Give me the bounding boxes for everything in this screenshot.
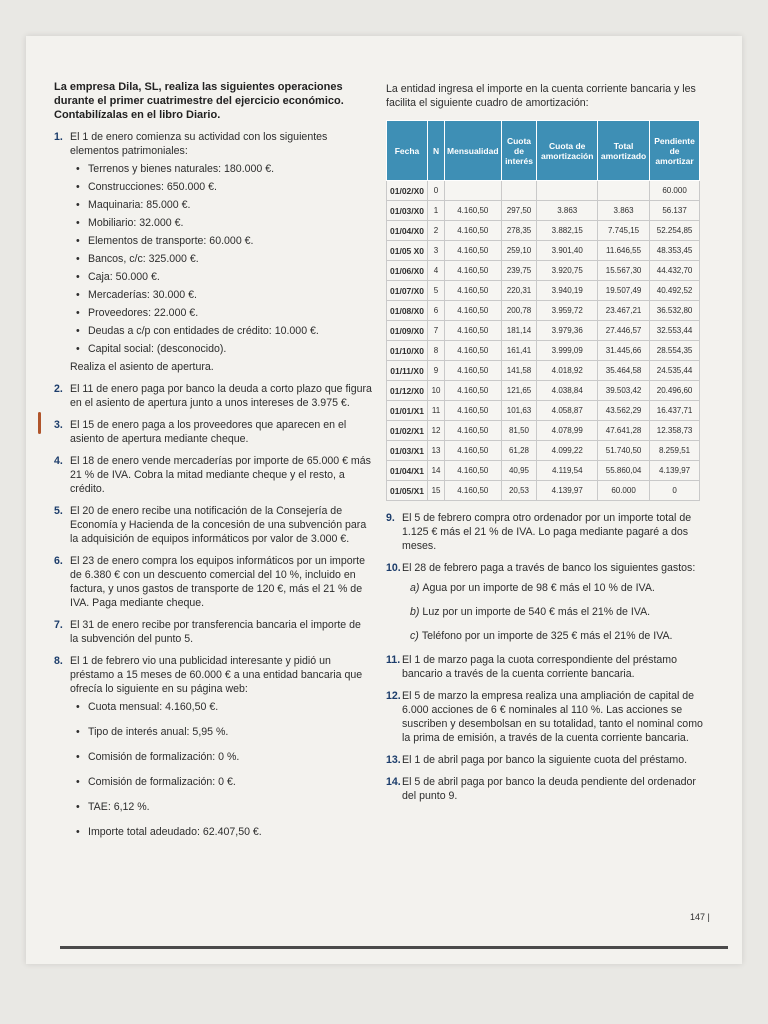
table-cell: 01/06/X0 (387, 261, 428, 281)
exercise-item (386, 653, 708, 681)
item-number: 9. (386, 512, 395, 524)
bullet-item (76, 162, 372, 176)
table-cell: 35.464,58 (598, 361, 650, 381)
bullet-text: Maquinaria: 85.000 €. (88, 199, 191, 211)
table-cell (537, 181, 598, 201)
bullet-dot: • (76, 163, 80, 175)
table-cell: 01/05/X1 (387, 481, 428, 501)
sub-letter: a) (410, 582, 420, 594)
table-row (387, 181, 700, 201)
table-cell: 01/11/X0 (387, 361, 428, 381)
table-row (387, 461, 700, 481)
exercise-item (54, 454, 372, 496)
table-cell: 101,63 (501, 401, 537, 421)
table-header-cell: Total amortizado (598, 121, 650, 181)
table-cell: 3.920,75 (537, 261, 598, 281)
table-cell: 01/03/X1 (387, 441, 428, 461)
item-number: 3. (54, 419, 63, 431)
exercise-item (54, 654, 372, 839)
table-row (387, 481, 700, 501)
table-cell (501, 181, 537, 201)
table-cell: 200,78 (501, 301, 537, 321)
table-cell: 40,95 (501, 461, 537, 481)
table-cell: 4.160,50 (445, 221, 501, 241)
bullet-item (76, 775, 372, 789)
table-cell: 0 (428, 181, 445, 201)
bullet-text: Cuota mensual: 4.160,50 €. (88, 701, 219, 713)
bullet-text: Comisión de formalización: 0 %. (88, 751, 240, 763)
sub-text: Teléfono por un importe de 325 € más el 21% de IVA. (421, 630, 673, 642)
bullet-dot: • (76, 235, 80, 247)
table-cell: 4 (428, 261, 445, 281)
page-bottom-rule (60, 946, 728, 949)
bullet-item (76, 750, 372, 764)
bullet-text: Terrenos y bienes naturales: 180.000 €. (88, 163, 275, 175)
item-number: 11. (386, 654, 401, 666)
bullet-dot: • (76, 701, 80, 713)
table-cell: 01/04/X0 (387, 221, 428, 241)
bullet-dot: • (76, 217, 80, 229)
sub-item (410, 581, 708, 595)
bullet-dot: • (76, 826, 80, 838)
table-cell (598, 181, 650, 201)
item-text: El 11 de enero paga por banco la deuda a corto plazo que figura en el asiento de apertura junto a unos intereses de 3.975 €. (70, 383, 372, 409)
table-cell: 3.959,72 (537, 301, 598, 321)
item-text: El 1 de febrero vio una publicidad interesante y pidió un préstamo a 15 meses de 60.000 € a una entidad bancaria que ofrecía lo siguiente en su página web: (70, 655, 363, 695)
bullet-item (76, 252, 372, 266)
item-text: El 5 de febrero compra otro ordenador por un importe total de 1.125 € más el 21 % de IVA. Lo paga mediante pagaré a dos meses. (402, 512, 692, 552)
table-cell: 52.254,85 (650, 221, 700, 241)
bullet-text: Caja: 50.000 €. (88, 271, 160, 283)
table-header-cell: Pendiente de amortizar (650, 121, 700, 181)
table-cell: 51.740,50 (598, 441, 650, 461)
item-text: El 5 de marzo la empresa realiza una ampliación de capital de 6.000 acciones de 6 € nominales al 110 %. Las acciones se suscriben y desembolsan en su totalidad, tanto el nominal como la prima de emisión, a través de la cuenta corriente bancaria. (402, 690, 703, 744)
item-text: El 28 de febrero paga a través de banco los siguientes gastos: (402, 562, 696, 574)
table-cell: 11 (428, 401, 445, 421)
table-cell: 01/10/X0 (387, 341, 428, 361)
item-text: El 1 de enero comienza su actividad con los siguientes elementos patrimoniales: (70, 131, 328, 157)
table-cell: 3.999,09 (537, 341, 598, 361)
table-cell: 55.860,04 (598, 461, 650, 481)
sub-letter: c) (410, 630, 419, 642)
table-cell: 60.000 (650, 181, 700, 201)
bullet-item (76, 825, 372, 839)
exercise-item (54, 130, 372, 374)
bullet-list (70, 162, 372, 356)
table-cell: 4.018,92 (537, 361, 598, 381)
table-cell: 01/02/X1 (387, 421, 428, 441)
table-cell: 4.099,22 (537, 441, 598, 461)
table-row (387, 421, 700, 441)
table-cell: 4.160,50 (445, 361, 501, 381)
table-cell: 10 (428, 381, 445, 401)
table-header-cell: N (428, 121, 445, 181)
page-number: 147 | (690, 912, 710, 922)
table-cell: 81,50 (501, 421, 537, 441)
table-cell: 3.940,19 (537, 281, 598, 301)
table-cell: 60.000 (598, 481, 650, 501)
bullet-item (76, 270, 372, 284)
table-cell: 4.078,99 (537, 421, 598, 441)
table-row (387, 201, 700, 221)
table-cell: 278,35 (501, 221, 537, 241)
table-cell: 01/09/X0 (387, 321, 428, 341)
table-cell: 7 (428, 321, 445, 341)
bullet-text: Construcciones: 650.000 €. (88, 181, 217, 193)
table-cell (445, 181, 501, 201)
bullet-item (76, 234, 372, 248)
item-text: El 5 de abril paga por banco la deuda pendiente del ordenador del punto 9. (402, 776, 696, 802)
table-cell: 20,53 (501, 481, 537, 501)
table-row (387, 301, 700, 321)
table-cell: 4.160,50 (445, 321, 501, 341)
table-row (387, 341, 700, 361)
item-after-text: Realiza el asiento de apertura. (70, 361, 214, 373)
table-cell: 43.562,29 (598, 401, 650, 421)
sub-text: Agua por un importe de 98 € más el 10 % de IVA. (422, 582, 655, 594)
table-cell: 4.139,97 (650, 461, 700, 481)
table-cell: 14 (428, 461, 445, 481)
table-cell: 28.554,35 (650, 341, 700, 361)
table-header-cell: Cuota de interés (501, 121, 537, 181)
right-items (386, 511, 708, 803)
table-cell: 7.745,15 (598, 221, 650, 241)
table-cell: 01/12/X0 (387, 381, 428, 401)
item-number: 6. (54, 555, 63, 567)
table-cell: 15 (428, 481, 445, 501)
exercise-item (54, 418, 372, 446)
table-header-cell: Fecha (387, 121, 428, 181)
item-number: 7. (54, 619, 63, 631)
table-cell: 36.532,80 (650, 301, 700, 321)
table-cell: 4.160,50 (445, 281, 501, 301)
table-cell: 3.901,40 (537, 241, 598, 261)
table-cell: 4.160,50 (445, 401, 501, 421)
table-cell: 19.507,49 (598, 281, 650, 301)
bullet-item (76, 725, 372, 739)
item-number: 4. (54, 455, 63, 467)
table-row (387, 441, 700, 461)
bullet-item (76, 700, 372, 714)
bullet-dot: • (76, 726, 80, 738)
table-cell: 239,75 (501, 261, 537, 281)
table-cell: 13 (428, 441, 445, 461)
table-cell: 4.160,50 (445, 461, 501, 481)
left-items (54, 130, 372, 839)
right-column (386, 82, 708, 811)
table-cell: 23.467,21 (598, 301, 650, 321)
table-cell: 3.863 (598, 201, 650, 221)
table-cell: 4.119,54 (537, 461, 598, 481)
item-number: 12. (386, 690, 401, 702)
bullet-dot: • (76, 289, 80, 301)
table-cell: 4.058,87 (537, 401, 598, 421)
table-cell: 220,31 (501, 281, 537, 301)
bullet-dot: • (76, 253, 80, 265)
table-cell: 56.137 (650, 201, 700, 221)
amortization-table (386, 120, 700, 501)
table-cell: 4.160,50 (445, 481, 501, 501)
table-cell: 3.863 (537, 201, 598, 221)
table-cell: 161,41 (501, 341, 537, 361)
table-cell: 32.553,44 (650, 321, 700, 341)
table-cell: 121,65 (501, 381, 537, 401)
bullet-item (76, 288, 372, 302)
table-cell: 4.160,50 (445, 421, 501, 441)
exercise-item (54, 382, 372, 410)
table-cell: 44.432,70 (650, 261, 700, 281)
table-cell: 01/01/X1 (387, 401, 428, 421)
item-text: El 1 de marzo paga la cuota correspondiente del préstamo bancario a través de la cuenta corriente bancaria. (402, 654, 678, 680)
exercise-item (386, 775, 708, 803)
table-cell: 4.160,50 (445, 301, 501, 321)
table-header-cell: Cuota de amortización (537, 121, 598, 181)
exercise-item (54, 504, 372, 546)
table-header-row (387, 121, 700, 181)
bullet-list (70, 700, 372, 839)
sub-letter: b) (410, 606, 420, 618)
bullet-dot: • (76, 343, 80, 355)
sub-item (410, 605, 708, 619)
item-text: El 31 de enero recibe por transferencia bancaria el importe de la subvención del punto 5. (70, 619, 361, 645)
table-cell: 9 (428, 361, 445, 381)
exercise-intro: La empresa Dila, SL, realiza las siguientes operaciones durante el primer cuatrimestre del ejercicio económico. Contabilízalas en el libro Diario. (54, 81, 344, 121)
bullet-dot: • (76, 271, 80, 283)
sub-item (410, 629, 708, 643)
bullet-item (76, 198, 372, 212)
bullet-text: Mobiliario: 32.000 €. (88, 217, 184, 229)
table-cell: 01/07/X0 (387, 281, 428, 301)
bullet-dot: • (76, 325, 80, 337)
bullet-item (76, 324, 372, 338)
item-number: 2. (54, 383, 63, 395)
bullet-dot: • (76, 307, 80, 319)
table-row (387, 381, 700, 401)
table-cell: 31.445,66 (598, 341, 650, 361)
item-text: El 15 de enero paga a los proveedores que aparecen en el asiento de apertura mediante cheque. (70, 419, 347, 445)
bullet-dot: • (76, 199, 80, 211)
table-cell: 0 (650, 481, 700, 501)
table-cell: 2 (428, 221, 445, 241)
bullet-text: TAE: 6,12 %. (88, 801, 150, 813)
bullet-dot: • (76, 776, 80, 788)
table-cell: 16.437,71 (650, 401, 700, 421)
table-intro: La entidad ingresa el importe en la cuenta corriente bancaria y les facilita el siguiente cuadro de amortización: (386, 83, 696, 109)
item-number: 10. (386, 562, 401, 574)
item-text: El 18 de enero vende mercaderías por importe de 65.000 € más 21 % de IVA. Cobra la mitad mediante cheque y el resto, a crédito. (70, 455, 371, 495)
table-cell: 24.535,44 (650, 361, 700, 381)
table-cell: 181,14 (501, 321, 537, 341)
table-cell: 40.492,52 (650, 281, 700, 301)
left-column (54, 80, 372, 850)
bullet-text: Tipo de interés anual: 5,95 %. (88, 726, 229, 738)
table-cell: 3.979,36 (537, 321, 598, 341)
table-cell: 4.160,50 (445, 441, 501, 461)
exercise-item (386, 753, 708, 767)
table-row (387, 261, 700, 281)
item-number: 1. (54, 131, 63, 143)
bullet-dot: • (76, 751, 80, 763)
bullet-item (76, 180, 372, 194)
item-number: 5. (54, 505, 63, 517)
table-row (387, 401, 700, 421)
table-cell: 297,50 (501, 201, 537, 221)
table-cell: 39.503,42 (598, 381, 650, 401)
item-number: 14. (386, 776, 401, 788)
table-row (387, 241, 700, 261)
bullet-item (76, 342, 372, 356)
table-body (387, 181, 700, 501)
item-number: 13. (386, 754, 401, 766)
table-cell: 141,58 (501, 361, 537, 381)
bullet-text: Proveedores: 22.000 €. (88, 307, 199, 319)
table-cell: 4.139,97 (537, 481, 598, 501)
item-text: El 1 de abril paga por banco la siguiente cuota del préstamo. (402, 754, 688, 766)
table-cell: 5 (428, 281, 445, 301)
bullet-text: Comisión de formalización: 0 €. (88, 776, 236, 788)
table-cell: 01/02/X0 (387, 181, 428, 201)
margin-mark (38, 412, 41, 434)
table-row (387, 221, 700, 241)
bullet-item (76, 800, 372, 814)
table-cell: 12 (428, 421, 445, 441)
bullet-text: Elementos de transporte: 60.000 €. (88, 235, 254, 247)
item-text: El 20 de enero recibe una notificación de la Consejería de Economía y Hacienda de la concesión de una subvención para la adquisición de equipos informáticos por valor de 3.000 €. (70, 505, 367, 545)
table-cell: 20.496,60 (650, 381, 700, 401)
exercise-item (54, 554, 372, 610)
table-cell: 4.160,50 (445, 381, 501, 401)
bullet-text: Importe total adeudado: 62.407,50 €. (88, 826, 262, 838)
table-cell: 4.160,50 (445, 261, 501, 281)
table-cell: 11.646,55 (598, 241, 650, 261)
table-cell: 27.446,57 (598, 321, 650, 341)
sub-text: Luz por un importe de 540 € más el 21% de IVA. (422, 606, 651, 618)
table-row (387, 281, 700, 301)
bullet-dot: • (76, 181, 80, 193)
table-cell: 01/05 X0 (387, 241, 428, 261)
table-header-cell: Mensualidad (445, 121, 501, 181)
sub-list (410, 581, 708, 643)
table-cell: 01/03/X0 (387, 201, 428, 221)
table-cell: 8.259,51 (650, 441, 700, 461)
table-cell: 4.160,50 (445, 241, 501, 261)
table-cell: 4.038,84 (537, 381, 598, 401)
exercise-item (386, 561, 708, 643)
table-cell: 3 (428, 241, 445, 261)
bullet-text: Deudas a c/p con entidades de crédito: 10.000 €. (88, 325, 319, 337)
exercise-item (386, 689, 708, 745)
table-cell: 61,28 (501, 441, 537, 461)
bullet-item (76, 306, 372, 320)
item-number: 8. (54, 655, 63, 667)
table-cell: 15.567,30 (598, 261, 650, 281)
table-cell: 01/04/X1 (387, 461, 428, 481)
exercise-item (386, 511, 708, 553)
bullet-text: Bancos, c/c: 325.000 €. (88, 253, 199, 265)
table-row (387, 361, 700, 381)
table-cell: 01/08/X0 (387, 301, 428, 321)
table-cell: 1 (428, 201, 445, 221)
table-cell: 12.358,73 (650, 421, 700, 441)
item-text: El 23 de enero compra los equipos informáticos por un importe de 6.380 € con un descuento comercial del 10 %, incluido en factura, y unos gastos de transporte de 120 €, más el 21 % de IVA. Paga mediante cheque. (70, 555, 366, 609)
table-row (387, 321, 700, 341)
bullet-item (76, 216, 372, 230)
bullet-dot: • (76, 801, 80, 813)
table-cell: 48.353,45 (650, 241, 700, 261)
exercise-item (54, 618, 372, 646)
table-cell: 3.882,15 (537, 221, 598, 241)
table-cell: 259,10 (501, 241, 537, 261)
table-cell: 8 (428, 341, 445, 361)
table-cell: 4.160,50 (445, 201, 501, 221)
table-cell: 6 (428, 301, 445, 321)
table-cell: 47.641,28 (598, 421, 650, 441)
bullet-text: Capital social: (desconocido). (88, 343, 227, 355)
bullet-text: Mercaderías: 30.000 €. (88, 289, 197, 301)
table-cell: 4.160,50 (445, 341, 501, 361)
